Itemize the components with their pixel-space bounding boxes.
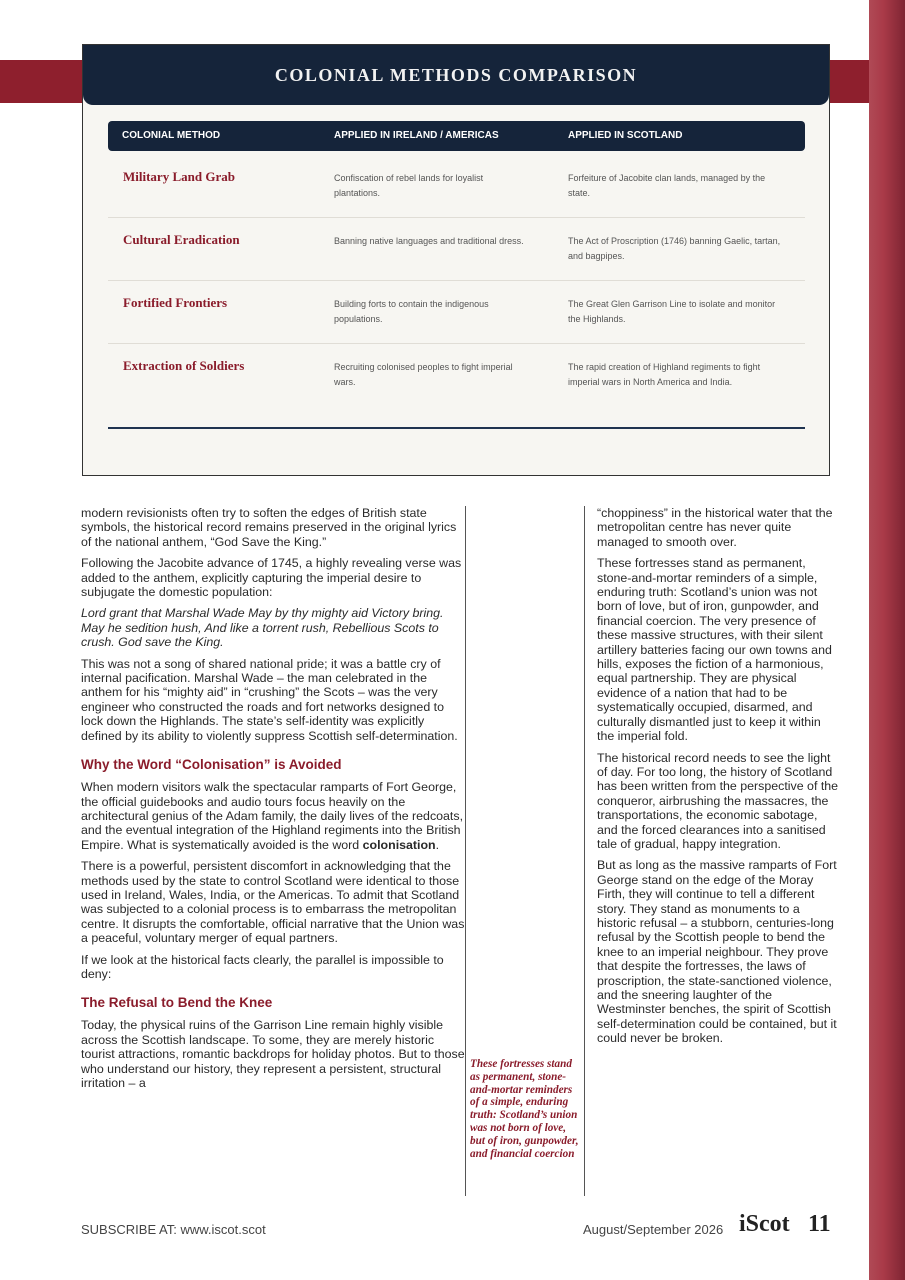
- paragraph: These fortresses stand as permanent, stone-and-mortar reminders of a simple, enduring truth: Scotland’s union was not born of love, but of iron, gunpowder, and financial coercion. The very presence of these massive structures, with their silent artillery batteries facing our own towns and hills, exposes the fiction of a harmonious, equal partnership. They are physical evidence of a nation that had to be systematically occupied, disarmed, and culturally dismantled just to keep it within the imperial fold.: [597, 556, 832, 744]
- table-row: [108, 155, 805, 218]
- method-cell: Cultural Eradication: [123, 232, 240, 247]
- paragraph: [81, 780, 468, 852]
- table-row: [108, 281, 805, 344]
- table-bottom-rule: [108, 427, 805, 429]
- column-header-ireland: APPLIED IN IRELAND / AMERICAS: [334, 130, 499, 141]
- paragraph: There is a powerful, persistent discomfort in acknowledging that the methods used by the state to control Scotland were identical to those used in Ireland, Wales, India, or the Americas. To admit that Scotland was subjected to a colonial process is to embarrass the metropolitan centre. It disrupts the comfortable, official narrative that the Union was a peaceful, voluntary merger of equal partners.: [81, 859, 465, 946]
- page-number: 11: [808, 1211, 831, 1237]
- bold-term: colonisation: [362, 837, 436, 852]
- issue-date: August/September 2026: [583, 1222, 724, 1237]
- column-header-method: COLONIAL METHOD: [122, 130, 221, 141]
- scotland-cell: The Act of Proscription (1746) banning Gaelic, tartan, and bagpipes.: [568, 236, 781, 261]
- paragraph: Following the Jacobite advance of 1745, a highly revealing verse was added to the anthem, explicitly capturing the imperial desire to subjugate the domestic population:: [81, 556, 462, 600]
- paragraph: modern revisionists often try to soften the edges of British state symbols, the historical record remains preserved in the original lyrics of the national anthem, “God Save the King.”: [81, 506, 457, 549]
- paragraph: Today, the physical ruins of the Garrison Line remain highly visible across the Scottish landscape. To some, they are merely historic tourist attractions, romantic backdrops for holiday photos. But to those who understand our history, they represent a persistent, structural irritation – a: [81, 1018, 465, 1090]
- article-column-1: [81, 506, 468, 1097]
- method-cell: Military Land Grab: [123, 169, 235, 184]
- column-header-scotland: APPLIED IN SCOTLAND: [568, 130, 683, 141]
- paragraph: If we look at the historical facts clearly, the parallel is impossible to deny:: [81, 952, 444, 981]
- method-cell: Extraction of Soldiers: [123, 358, 245, 373]
- table-row: [108, 344, 805, 424]
- article-column-2: [597, 506, 840, 1053]
- figure-title: COLONIAL METHODS COMPARISON: [83, 45, 829, 105]
- header-band-right: [828, 60, 869, 103]
- section-heading: The Refusal to Bend the Knee: [81, 995, 273, 1011]
- table-row: [108, 218, 805, 281]
- paragraph: But as long as the massive ramparts of Fort George stand on the edge of the Moray Firth, they will continue to tell a different story. They stand as monuments to a historic refusal – a stubborn, centuries-long refusal by the Scottish people to bend the knee to an imperial neighbour. They prove that despite the fortresses, the laws of proscription, the state-sanctioned violence, and the sneering laughter of the Westminster benches, the spirit of Scottish self-determination could be contained, but it could never be broken.: [597, 858, 837, 1046]
- paragraph-text: When modern visitors walk the spectacular ramparts of Fort George, the official guidebooks and audio tours focus heavily on the architectural genius of the Adam family, the daily lives of the redcoats, and the eventual integration of the Highland regiments into the British Empire. What is systematically avoided is the word: [81, 780, 464, 852]
- scotland-cell: The Great Glen Garrison Line to isolate and monitor the Highlands.: [568, 299, 776, 324]
- paragraph: This was not a song of shared national pride; it was a battle cry of internal pacification. Marshal Wade – the man celebrated in the anthem for his “mighty aid” in “crushing” the Scots – was the very engineer who constructed the roads and fort networks designed to lock down the Highlands. The state’s self-identity was explicitly defined by its ability to violently suppress Scottish self-determination.: [81, 656, 458, 743]
- paragraph: “choppiness” in the historical water that the metropolitan centre has never quite managed to smooth over.: [597, 506, 833, 549]
- header-band-left: [0, 60, 84, 103]
- pull-quote: These fortresses stand as permanent, stone-and-mortar reminders of a simple, enduring truth: Scotland’s union was not born of love, but of iron, gunpowder, and financial coercion: [470, 1058, 579, 1160]
- comparison-figure: [82, 44, 830, 476]
- scotland-cell: The rapid creation of Highland regiments to fight imperial wars in North America and India.: [568, 362, 761, 387]
- paragraph: The historical record needs to see the light of day. For too long, the history of Scotland has been written from the perspective of the conqueror, airbrushing the massacres, the transportations, the economic sabotage, and the forced clearances into a sanitised tale of gradual, happy integration.: [597, 750, 839, 851]
- column-divider: [465, 506, 466, 1196]
- ireland-cell: Building forts to contain the indigenous populations.: [334, 299, 489, 324]
- table-header-row: [108, 121, 805, 151]
- page-edge-strip: [869, 0, 905, 1280]
- magazine-logo: iScot: [739, 1211, 790, 1237]
- column-divider: [584, 506, 585, 1196]
- paragraph-end: .: [435, 837, 440, 852]
- scotland-cell: Forfeiture of Jacobite clan lands, managed by the state.: [568, 173, 766, 198]
- ireland-cell: Banning native languages and traditional dress.: [334, 236, 524, 246]
- anthem-verse: Lord grant that Marshal Wade May by thy mighty aid Victory bring. May he sedition hush, And like a torrent rush, Rebellious Scots to crush. God save the King.: [81, 606, 444, 650]
- ireland-cell: Recruiting colonised peoples to fight imperial wars.: [334, 362, 513, 387]
- method-cell: Fortified Frontiers: [123, 295, 228, 310]
- section-heading: Why the Word “Colonisation” is Avoided: [81, 757, 342, 773]
- ireland-cell: Confiscation of rebel lands for loyalist plantations.: [334, 173, 484, 198]
- subscribe-text: SUBSCRIBE AT: www.iscot.scot: [81, 1222, 266, 1237]
